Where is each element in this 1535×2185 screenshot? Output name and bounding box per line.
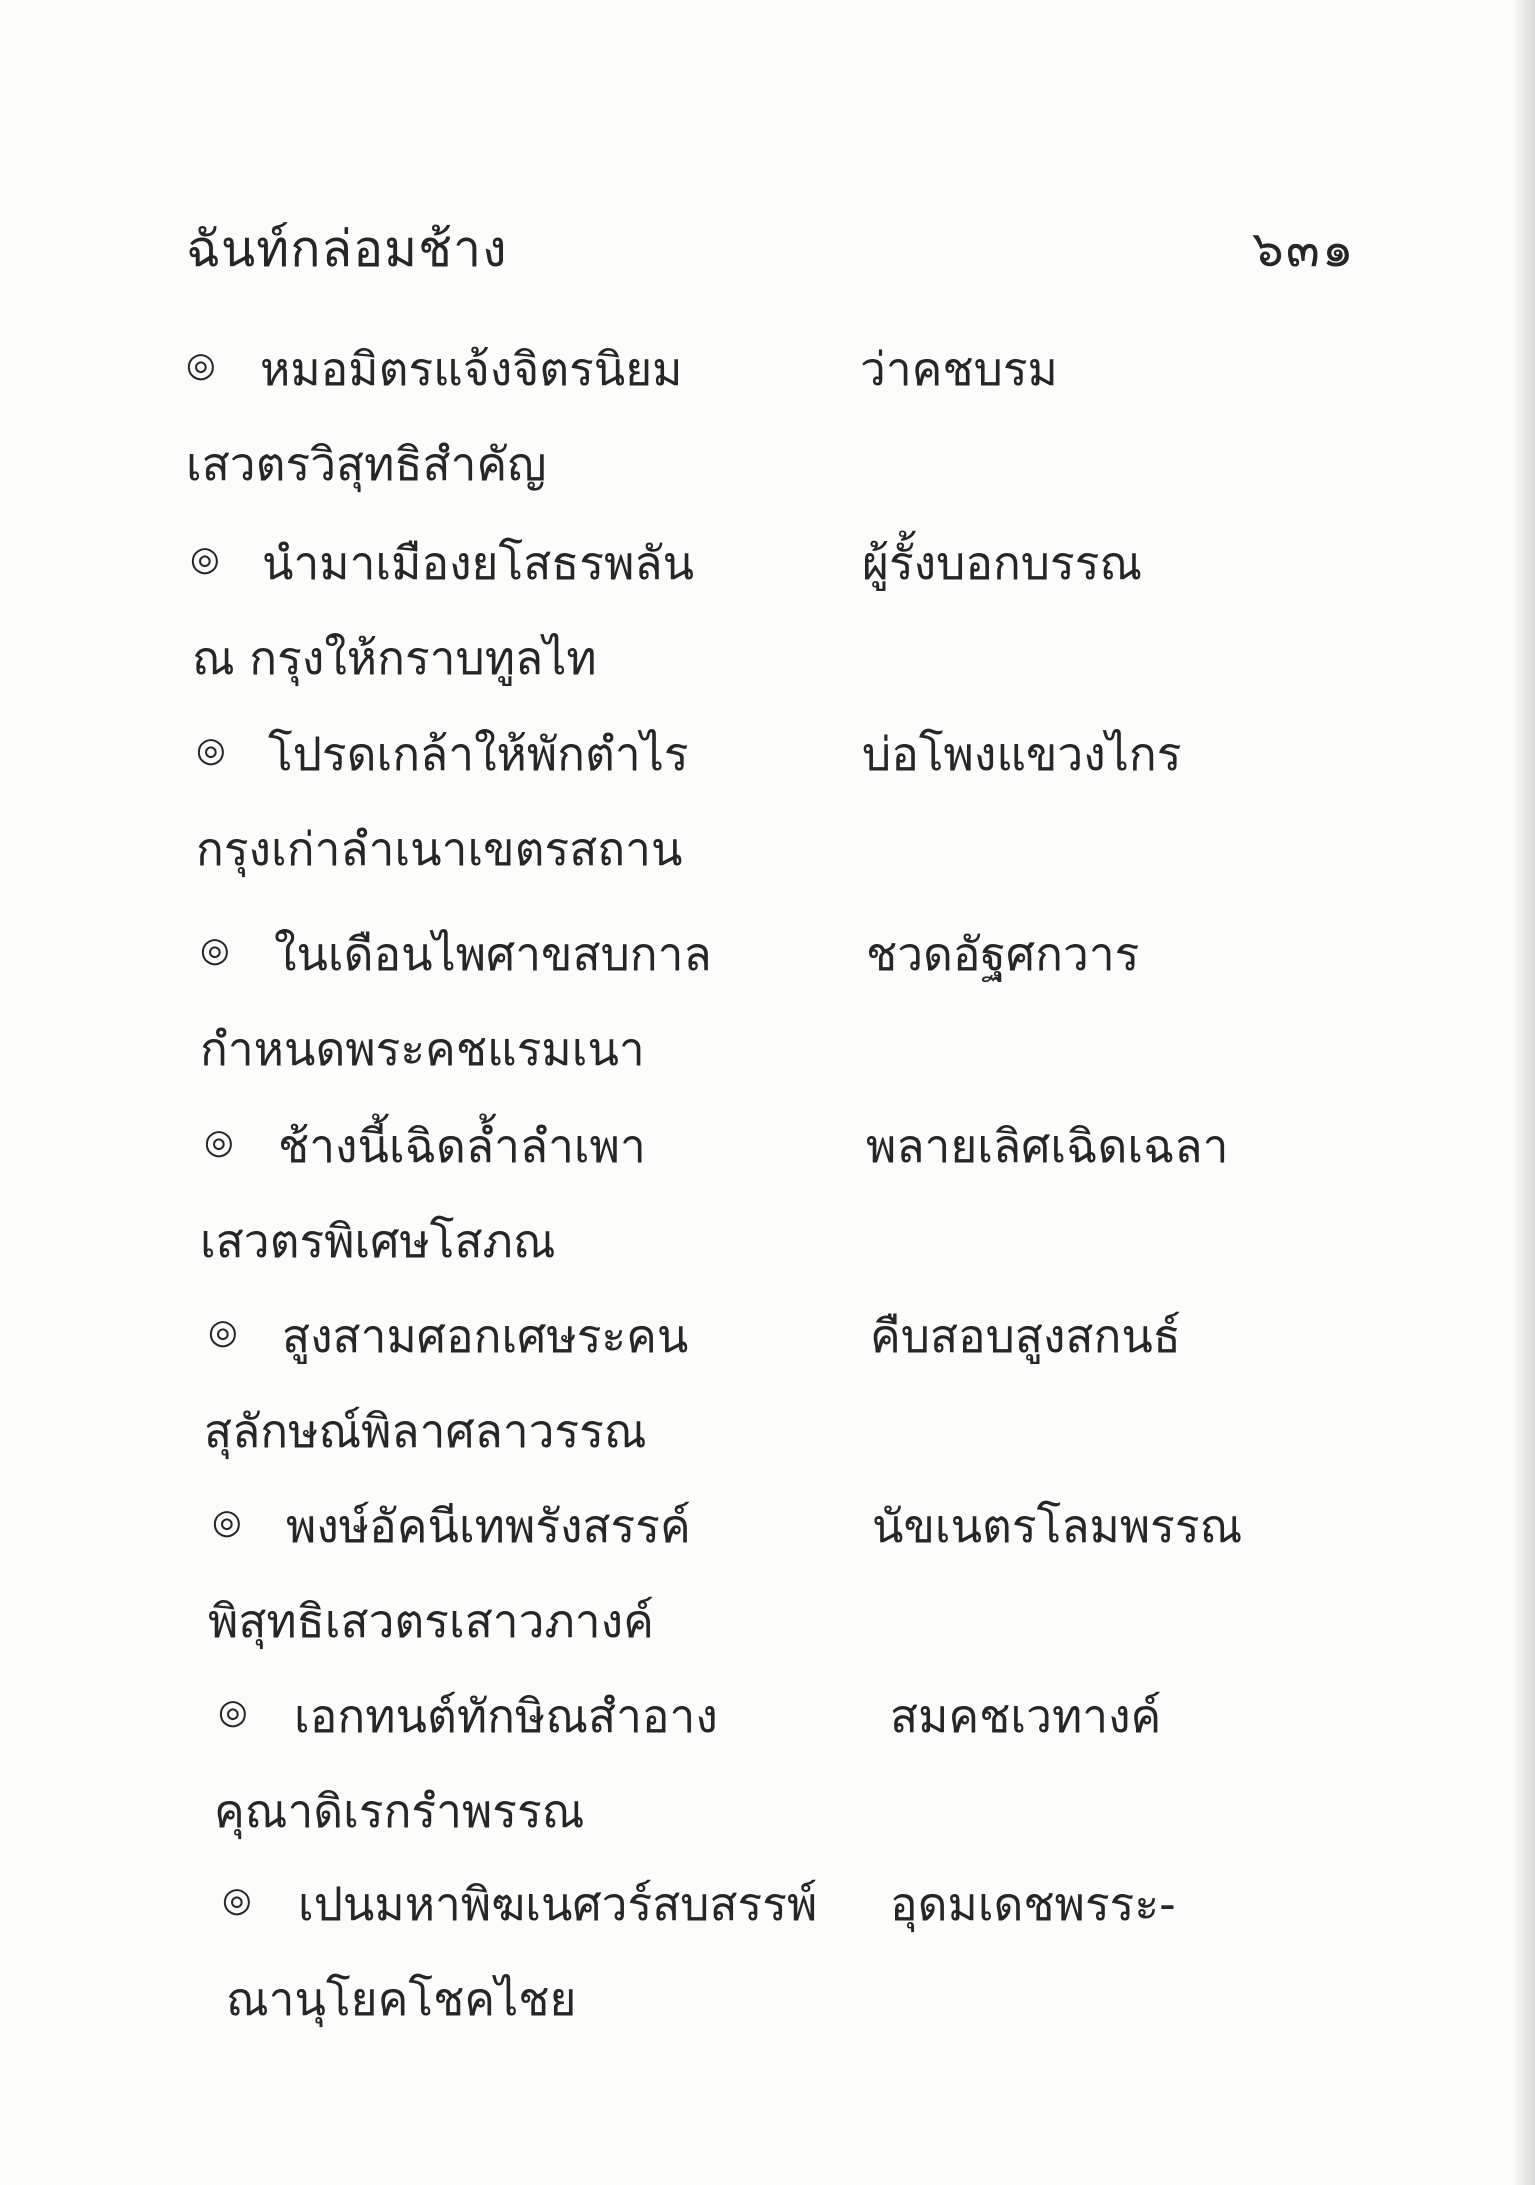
verse-continuation: เสวตรวิสุทธิสำคัญ [186,437,547,491]
verse-first-half: นำมาเมืองยโสธรพลัน [262,536,695,590]
verse-first-half: สูงสามศอกเศษระคน [282,1309,689,1363]
verse-continuation: ณานุโยคโชคไชย [226,1972,577,2026]
bullseye-icon: ◎ [218,1692,248,1732]
stanza [0,1680,1535,1870]
verse-second-half: คืบสอบสูงสกนธ์ [870,1309,1181,1363]
verse-second-half: อุดมเดชพรระ- [890,1877,1176,1931]
verse-second-half: ผู้รั้งบอกบรรณ [862,536,1143,590]
verse-first-half: ช้างนี้เฉิดล้ำลำเพา [278,1119,646,1173]
stanza [0,527,1535,717]
bullseye-icon: ◎ [196,730,226,770]
bullseye-icon: ◎ [208,1312,238,1352]
bullseye-icon: ◎ [200,930,230,970]
stanza [0,1490,1535,1680]
verse-second-half: ว่าคชบรม [860,342,1058,396]
verse-first-half: พงษ์อัคนีเทพรังสรรค์ [286,1499,691,1553]
verse-first-half: หมอมิตรแจ้งจิตรนิยม [260,342,683,396]
verse-second-half: ชวดอัฐศกวาร [866,927,1140,981]
bullseye-icon: ◎ [222,1880,252,1920]
verse-continuation: เสวตรพิเศษโสภณ [200,1214,556,1268]
verse-first-half: เอกทนต์ทักษิณสำอาง [294,1689,718,1743]
verse-second-half: บ่อโพงแขวงไกร [862,727,1182,781]
bullseye-icon: ◎ [190,539,220,579]
bullseye-icon: ◎ [212,1502,242,1542]
verse-second-half: สมคชเวทางค์ [890,1689,1162,1743]
stanza [0,918,1535,1108]
stanza [0,333,1535,523]
bullseye-icon: ◎ [204,1122,234,1162]
verse-continuation: ณ กรุงให้กราบทูลไท [192,631,597,685]
bullseye-icon: ◎ [186,345,216,385]
page-title: ฉันท์กล่อมช้าง [186,220,508,278]
verse-continuation: สุลักษณ์พิลาศลาวรรณ [204,1404,647,1458]
verse-first-half: ในเดือนไพศาขสบกาล [274,927,712,981]
verse-continuation: กรุงเก่าลำเนาเขตรสถาน [196,822,683,876]
verse-first-half: โปรดเกล้าให้พักตำไร [268,727,689,781]
page-number: ๖๓๑ [1252,220,1356,278]
stanza [0,1110,1535,1300]
verse-continuation: กำหนดพระคชแรมเนา [200,1022,645,1076]
verse-first-half: เปนมหาพิฆเนศวร์สบสรรพ์ [298,1877,818,1931]
verse-continuation: คุณาดิเรกรำพรรณ [214,1784,585,1838]
verse-second-half: นัขเนตรโลมพรรณ [872,1499,1243,1553]
verse-continuation: พิสุทธิเสวตรเสาวภางค์ [208,1594,654,1648]
stanza [0,1868,1535,2058]
verse-second-half: พลายเลิศเฉิดเฉลา [866,1119,1229,1173]
stanza [0,718,1535,908]
stanza [0,1300,1535,1490]
